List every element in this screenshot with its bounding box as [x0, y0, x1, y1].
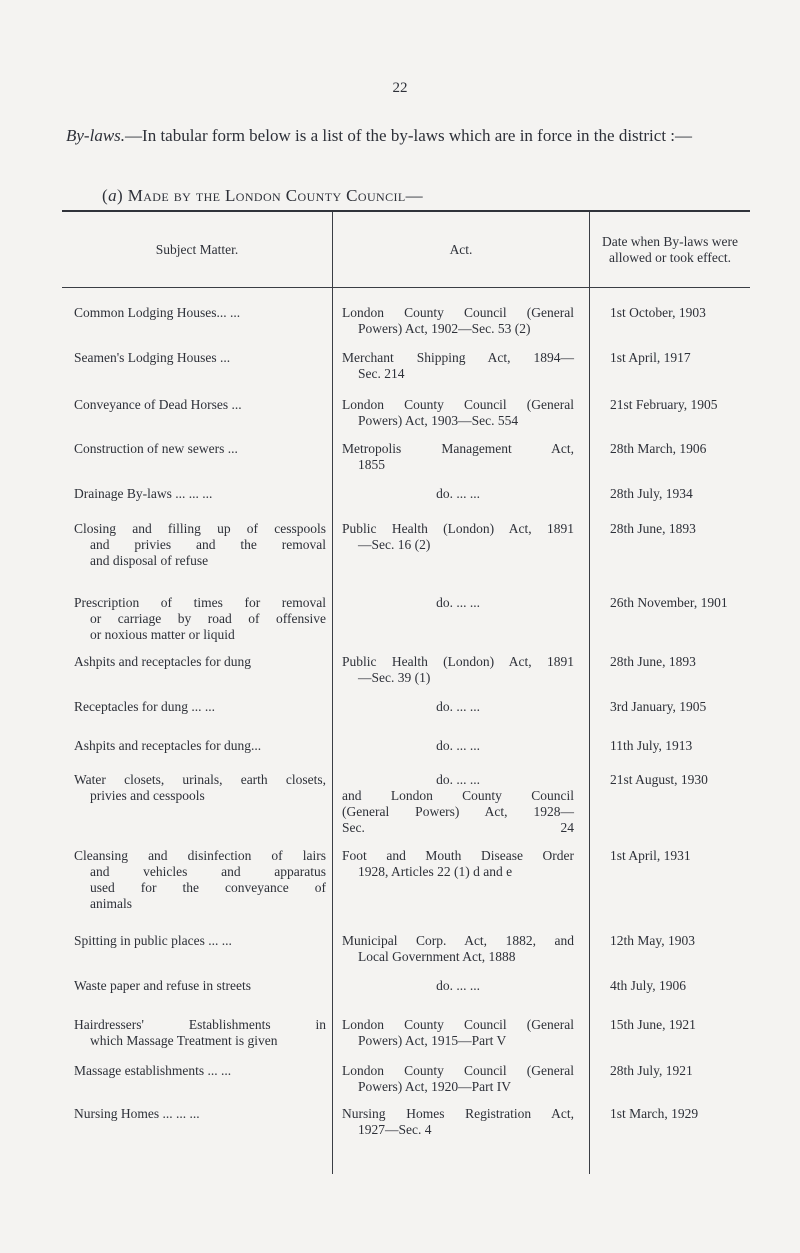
intro-paragraph: [66, 124, 756, 147]
act-line: Public Health (London) Act, 1891: [342, 521, 574, 536]
subject-cell: [74, 738, 326, 754]
act-line: 1927—Sec. 4: [358, 1122, 432, 1137]
act-line: London County Council (General: [342, 397, 574, 412]
date-cell: 15th June, 1921: [610, 1017, 696, 1032]
act-cell: [342, 305, 574, 337]
date-cell: 21st February, 1905: [610, 397, 718, 412]
act-line: do. ... ...: [436, 595, 480, 610]
date-cell: 3rd January, 1905: [610, 699, 707, 714]
act-line: do. ... ...: [436, 978, 480, 993]
section-letter: a: [108, 186, 117, 205]
act-line: London County Council (General: [342, 305, 574, 320]
date-cell: 11th July, 1913: [610, 738, 693, 753]
subject-line: Spitting in public places ... ...: [74, 933, 232, 948]
date-cell: 1st April, 1931: [610, 848, 691, 863]
subject-line: Ashpits and receptacles for dung...: [74, 738, 262, 753]
page-number: 22: [392, 80, 408, 96]
act-line: —Sec. 39 (1): [358, 670, 431, 685]
act-line: and London County Council: [342, 788, 574, 803]
act-cell: [342, 595, 574, 611]
date-cell: 28th June, 1893: [610, 521, 696, 536]
act-line: London County Council (General: [342, 1063, 574, 1078]
act-line: do. ... ...: [436, 738, 480, 753]
subject-cell: [74, 933, 326, 949]
act-line: —Sec. 16 (2): [358, 537, 431, 552]
date-cell: 28th July, 1921: [610, 1063, 693, 1078]
act-line: Powers) Act, 1902—Sec. 53 (2): [358, 321, 531, 336]
subject-line: Drainage By-laws ... ... ...: [74, 486, 213, 501]
act-line: (General Powers) Act, 1928—: [342, 804, 574, 819]
act-cell: [342, 848, 574, 880]
subject-cell: [74, 521, 326, 569]
act-line: 1855: [358, 457, 385, 472]
date-cell: 26th November, 1901: [610, 595, 728, 610]
date-cell: 21st August, 1930: [610, 772, 708, 787]
subject-cell: [74, 699, 326, 715]
subject-line: and vehicles and apparatus: [90, 864, 326, 879]
act-cell: [342, 1017, 574, 1049]
subject-cell: [74, 772, 326, 804]
subject-cell: [74, 350, 326, 366]
subject-line: Hairdressers' Establishments in: [74, 1017, 326, 1032]
act-cell: [342, 350, 574, 382]
date-cell: 1st April, 1917: [610, 350, 691, 365]
section-heading: (a) Made by the London County Council—: [102, 186, 424, 205]
act-cell: [342, 699, 574, 715]
subject-line: or noxious matter or liquid: [90, 627, 235, 642]
act-cell: [342, 486, 574, 502]
header-subject: Subject Matter.: [155, 241, 239, 257]
column-divider: [332, 212, 333, 1174]
subject-line: Cleansing and disinfection of lairs: [74, 848, 326, 863]
act-cell: [342, 1106, 574, 1138]
date-cell: 12th May, 1903: [610, 933, 695, 948]
subject-line: Water closets, urinals, earth closets,: [74, 772, 326, 787]
act-line: Powers) Act, 1915—Part V: [358, 1033, 507, 1048]
date-cell: 28th July, 1934: [610, 486, 693, 501]
act-line: Local Government Act, 1888: [358, 949, 516, 964]
subject-line: Closing and filling up of cesspools: [74, 521, 326, 536]
subject-line: animals: [90, 896, 132, 911]
act-line: Sec. 214: [358, 366, 405, 381]
act-line: Merchant Shipping Act, 1894—: [342, 350, 574, 365]
act-cell: [342, 1063, 574, 1095]
column-divider: [589, 212, 590, 1174]
act-line: Powers) Act, 1903—Sec. 554: [358, 413, 519, 428]
subject-line: and privies and the removal: [90, 537, 326, 552]
intro-lead: By-laws.: [66, 126, 126, 145]
date-cell: 28th March, 1906: [610, 441, 707, 456]
subject-line: Prescription of times for removal: [74, 595, 326, 610]
subject-line: used for the conveyance of: [90, 880, 326, 895]
subject-cell: [74, 486, 326, 502]
act-cell: [342, 978, 574, 994]
subject-cell: [74, 978, 326, 994]
act-cell: [342, 521, 574, 553]
act-line: London County Council (General: [342, 1017, 574, 1032]
intro-text: —In tabular form below is a list of the by-laws which are in force in the district :—: [125, 126, 693, 145]
subject-line: Construction of new sewers ...: [74, 441, 238, 456]
subject-line: Seamen's Lodging Houses ...: [74, 350, 231, 365]
act-line: do. ... ...: [436, 486, 480, 501]
header-act: Act.: [449, 241, 473, 257]
act-cell: [342, 441, 574, 473]
act-line: Sec. 24: [342, 820, 574, 835]
act-line: Municipal Corp. Act, 1882, and: [342, 933, 574, 948]
subject-line: Common Lodging Houses... ...: [74, 305, 241, 320]
act-line: Powers) Act, 1920—Part IV: [358, 1079, 511, 1094]
subject-line: Ashpits and receptacles for dung: [74, 654, 251, 669]
date-cell: 1st October, 1903: [610, 305, 706, 320]
subject-line: Conveyance of Dead Horses ...: [74, 397, 242, 412]
section-title: Made by the London County Council—: [127, 186, 424, 205]
act-line: Nursing Homes Registration Act,: [342, 1106, 574, 1121]
subject-cell: [74, 848, 326, 912]
subject-line: and disposal of refuse: [90, 553, 209, 568]
act-line: do. ... ...: [436, 699, 480, 714]
subject-cell: [74, 1106, 326, 1122]
act-line: Foot and Mouth Disease Order: [342, 848, 574, 863]
date-cell: 28th June, 1893: [610, 654, 696, 669]
subject-cell: [74, 654, 326, 670]
act-line: Public Health (London) Act, 1891: [342, 654, 574, 669]
table-header-rule: [62, 287, 750, 288]
act-cell: [342, 397, 574, 429]
act-line: Metropolis Management Act,: [342, 441, 574, 456]
subject-line: Waste paper and refuse in streets: [74, 978, 251, 993]
act-cell: [342, 654, 574, 686]
subject-line: which Massage Treatment is given: [90, 1033, 278, 1048]
subject-cell: [74, 305, 326, 321]
subject-line: Nursing Homes ... ... ...: [74, 1106, 200, 1121]
subject-line: Massage establishments ... ...: [74, 1063, 232, 1078]
subject-line: privies and cesspools: [90, 788, 205, 803]
subject-line: or carriage by road of offensive: [90, 611, 326, 626]
act-cell: [342, 772, 574, 836]
subject-cell: [74, 397, 326, 413]
date-cell: 1st March, 1929: [610, 1106, 699, 1121]
act-line: do. ... ...: [436, 772, 480, 787]
subject-cell: [74, 595, 326, 643]
subject-cell: [74, 1063, 326, 1079]
subject-cell: [74, 1017, 326, 1049]
date-cell: 4th July, 1906: [610, 978, 687, 993]
act-cell: [342, 738, 574, 754]
act-cell: [342, 933, 574, 965]
act-line: 1928, Articles 22 (1) d and e: [358, 864, 513, 879]
subject-cell: [74, 441, 326, 457]
header-date: Date when By-laws were allowed or took effect.: [601, 233, 739, 265]
subject-line: Receptacles for dung ... ...: [74, 699, 215, 714]
